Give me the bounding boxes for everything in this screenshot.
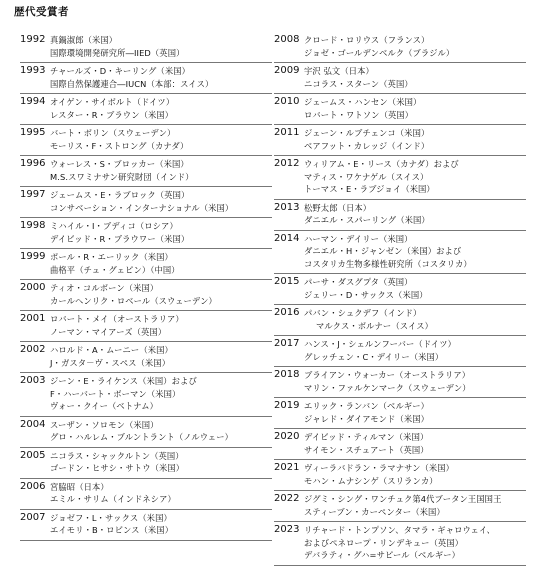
laureate-name: ヴィーラバドラン・ラマナサン（米国）	[304, 463, 455, 473]
laureate-names	[50, 419, 272, 444]
award-year: 1994	[20, 96, 46, 107]
laureate-name: 国際自然保護連合―IUCN（本部：スイス）	[50, 78, 214, 89]
laureate-entry	[274, 125, 526, 156]
laureate-name: ベアフット・カレッジ（インド）	[304, 140, 430, 151]
laureate-entry	[274, 398, 526, 429]
laureate-entry	[274, 274, 526, 305]
laureate-names	[50, 220, 272, 245]
laureate-entry	[20, 311, 272, 342]
laureate-names	[304, 158, 526, 196]
laureate-entry	[274, 200, 526, 231]
award-year: 2022	[274, 493, 300, 504]
laureate-name: ジェームス・E・ラブロック（英国）	[50, 190, 190, 200]
laureate-entry	[274, 231, 526, 275]
laureate-entry	[20, 249, 272, 280]
award-year: 2009	[274, 65, 300, 76]
award-year: 1992	[20, 34, 46, 45]
laureate-name: レスター・R・ブラウン（米国）	[50, 109, 174, 120]
laureate-name: コスタリカ生物多様性研究所（コスタリカ）	[304, 258, 472, 269]
award-year: 1997	[20, 189, 46, 200]
laureate-name: マティス・ワケナゲル（スイス）	[304, 171, 429, 182]
laureate-names	[304, 307, 526, 332]
laureate-name: ティオ・コルボーン（米国）	[50, 283, 159, 293]
laureate-name: ジェリー・D・サックス（米国）	[304, 289, 428, 300]
laureate-name: エリック・ランバン（ベルギー）	[304, 401, 430, 411]
award-year: 2020	[274, 431, 300, 442]
laureate-name: M.S.スワミナサン研究財団（インド）	[50, 171, 194, 182]
laureate-name: ジョゼフ・L・サックス（米国）	[50, 512, 172, 523]
laureate-entry	[20, 479, 272, 510]
award-year: 1993	[20, 65, 46, 76]
award-year: 1996	[20, 158, 46, 169]
laureate-entry	[20, 373, 272, 417]
laureate-names	[50, 450, 272, 475]
laureate-name: ウィリアム・E・リース（カナダ）および	[304, 159, 459, 169]
laureate-name: 曲格平（チュ・グェピン）（中国）	[50, 264, 180, 275]
award-year: 2003	[20, 375, 46, 386]
laureate-name: サイモン・スチュアート（英国）	[304, 444, 429, 455]
laureate-names	[50, 282, 272, 307]
laureate-name: ポール・R・エーリック（米国）	[50, 252, 173, 262]
laureate-name: ロバート・ワトソン（英国）	[304, 109, 414, 120]
laureate-name: ジーン・E・ライケンス（米国）および	[50, 376, 197, 386]
laureate-name: J・ガスタ－ヴ・スペス（米国）	[50, 357, 171, 368]
laureate-entry	[20, 63, 272, 94]
laureate-name: パバン・シュクデフ（インド）	[304, 308, 422, 318]
award-year: 1999	[20, 251, 46, 262]
laureate-name: ハンス・J・シェルンフーバー（ドイツ）	[304, 339, 456, 349]
laureate-names	[50, 251, 272, 276]
laureate-entry	[274, 305, 526, 336]
laureate-name: バート・ボリン（スウェーデン）	[50, 128, 176, 138]
laureate-names	[50, 375, 272, 413]
laureate-entry	[274, 522, 526, 566]
award-year: 2005	[20, 449, 46, 461]
laureate-names	[304, 524, 526, 562]
laureate-names	[50, 512, 272, 537]
laureate-names	[304, 96, 526, 121]
laureate-names	[50, 65, 272, 90]
award-year: 2015	[274, 276, 300, 287]
laureate-entry	[20, 94, 272, 125]
laureate-name: カールヘンリク・ロベール（スウェーデン）	[50, 295, 217, 306]
laureate-name: クロード・ロリウス（フランス）	[304, 35, 430, 45]
laureate-entry	[20, 218, 272, 249]
award-year: 2010	[274, 96, 300, 107]
laureate-name: ハロルド・A・ムーニー（米国）	[50, 345, 173, 355]
laureate-name: リチャード・トンプソン、タマラ・ギャロウェイ、	[304, 525, 495, 535]
laureate-name: ジョゼ・ゴールデンベルク（ブラジル）	[304, 47, 455, 58]
award-year: 2002	[20, 344, 46, 355]
laureate-names	[304, 34, 526, 59]
laureate-name: パーサ・ダスグプタ（英国）	[304, 277, 413, 287]
laureate-name: 国際環境開発研究所―IIED（英国）	[50, 47, 185, 58]
laureate-names	[304, 276, 526, 301]
award-year: 2004	[20, 418, 46, 430]
laureate-name: スーザン・ソロモン（米国）	[50, 419, 159, 430]
laureate-entry	[20, 125, 272, 156]
laureate-names	[50, 34, 272, 59]
laureate-names	[50, 189, 272, 214]
laureate-name: 宮脇昭（日本）	[50, 481, 109, 492]
laureate-name: デイビッド・R・ブラウワー（米国）	[50, 233, 190, 244]
laureate-name: エミル・サリム（インドネシア）	[50, 494, 176, 504]
laureate-names	[50, 127, 272, 152]
laureate-name: ゴードン・ヒサシ・サトウ（米国）	[50, 463, 185, 473]
laureate-names	[304, 338, 526, 363]
laureate-name: モハン・ムナシンゲ（スリランカ）	[304, 475, 438, 486]
laureate-entry	[20, 32, 272, 63]
laureate-entry	[20, 187, 272, 218]
laureate-names	[304, 202, 526, 227]
laureate-entry	[20, 280, 272, 311]
laureate-name: エイモリ・B・ロビンス（米国）	[50, 525, 174, 535]
laureate-entry	[274, 32, 526, 63]
award-year: 1998	[20, 220, 46, 231]
laureate-name: ダニエル・スパーリング（米国）	[304, 215, 430, 225]
laureate-name: ブライアン・ウォーカー（オーストラリア）	[304, 370, 471, 380]
laureate-names	[304, 127, 526, 152]
award-year: 2016	[274, 307, 300, 318]
laureate-names	[50, 481, 272, 506]
laureate-name: ウォーレス・S・ブロッカー（米国）	[50, 159, 189, 169]
laureate-name: トーマス・E・ラブジョイ（米国）	[304, 184, 435, 194]
award-year: 2018	[274, 369, 300, 380]
award-year: 2007	[20, 511, 46, 523]
laureate-entry	[274, 63, 526, 94]
award-year: 2000	[20, 282, 46, 293]
laureate-names	[304, 233, 526, 271]
laureate-name: デイビッド・ティルマン（米国）	[304, 432, 429, 442]
laureate-name: ニコラス・シャックルトン（英国）	[50, 450, 184, 461]
laureate-name: 松野太郎（日本）	[304, 202, 372, 213]
award-year: 1995	[20, 127, 46, 138]
laureate-entry	[20, 342, 272, 373]
laureates-column-left	[20, 32, 272, 541]
laureate-name: ジャレド・ダイアモンド（米国）	[304, 413, 430, 424]
laureate-entry	[274, 336, 526, 367]
laureate-names	[304, 431, 526, 456]
laureate-name: ジグミ・シング・ワンチュク第4代ブータン王国国王	[304, 494, 502, 504]
laureate-entry	[274, 367, 526, 398]
laureate-name: 真鍋淑郎（米国）	[50, 35, 118, 45]
laureate-names	[50, 313, 272, 338]
laureate-entry	[274, 491, 526, 522]
laureate-name: ダニエル・H・ジャンゼン（米国）および	[304, 246, 462, 256]
laureate-name: デバラティ・グハ=サピール（ベルギー）	[304, 550, 461, 560]
laureate-entry	[20, 510, 272, 541]
laureate-name: グロ・ハルレム・ブルントラント（ノルウェー）	[50, 432, 233, 442]
laureate-entry	[274, 460, 526, 491]
award-year: 2014	[274, 232, 300, 244]
laureate-name: チャールズ・D・キーリング（米国）	[50, 66, 191, 76]
laureate-name: マリン・ファルケンマーク（スウェーデン）	[304, 382, 471, 393]
award-year: 2013	[274, 201, 300, 213]
laureate-names	[304, 462, 526, 487]
award-year: 2017	[274, 338, 300, 349]
award-year: 2001	[20, 313, 46, 324]
laureate-name: モーリス・F・ストロング（カナダ）	[50, 140, 189, 151]
award-year: 2011	[274, 127, 300, 138]
award-year: 2019	[274, 400, 300, 411]
award-year: 2008	[274, 34, 300, 45]
laureate-name: ミハイル・I・ブディコ（ロシア）	[50, 221, 178, 231]
laureate-entry	[20, 417, 272, 448]
laureate-entry	[274, 429, 526, 460]
laureate-name: オイゲン・サイボルト（ドイツ）	[50, 97, 175, 107]
laureate-name: ノーマン・マイアーズ（英国）	[50, 326, 167, 337]
laureates-column-right	[274, 32, 526, 566]
laureate-name: およびペネロープ・リンデキュー（英国）	[304, 537, 464, 548]
laureate-names	[304, 65, 526, 90]
page-title: 歴代受賞者	[14, 6, 69, 18]
laureate-names	[304, 400, 526, 425]
laureate-name: グレッチェン・C・デイリー（米国）	[304, 351, 444, 362]
laureate-name: ジェームス・ハンセン（米国）	[304, 97, 422, 107]
laureate-entry	[274, 156, 526, 200]
laureate-entry	[20, 448, 272, 479]
laureate-name: 宇沢 弘文（日本）	[304, 66, 374, 76]
award-year: 2006	[20, 480, 46, 492]
laureate-names	[304, 493, 526, 518]
award-year: 2023	[274, 524, 300, 535]
laureate-names	[50, 344, 272, 369]
laureate-name: F・ハーバート・ボーマン（米国）	[50, 388, 181, 399]
laureate-name: スティーブン・カーペンター（米国）	[304, 506, 445, 517]
laureate-names	[304, 369, 526, 394]
laureate-entry	[274, 94, 526, 125]
laureate-name: コンサベーション・インターナショナル（米国）	[50, 202, 234, 213]
laureate-names	[50, 96, 272, 121]
laureate-name: ハーマン・デイリー（米国）	[304, 233, 413, 244]
laureate-name: マルクス・ボルナー（スイス）	[316, 320, 434, 331]
laureate-entry	[20, 156, 272, 187]
laureate-name: ヴォー・クイー（ベトナム）	[50, 401, 158, 411]
award-year: 2012	[274, 158, 300, 169]
laureate-name: ニコラス・スターン（英国）	[304, 78, 413, 89]
laureate-name: ロバート・メイ（オーストラリア）	[50, 314, 184, 324]
award-year: 2021	[274, 462, 300, 473]
laureate-names	[50, 158, 272, 183]
laureate-name: ジェーン・ルブチェンコ（米国）	[304, 128, 430, 138]
